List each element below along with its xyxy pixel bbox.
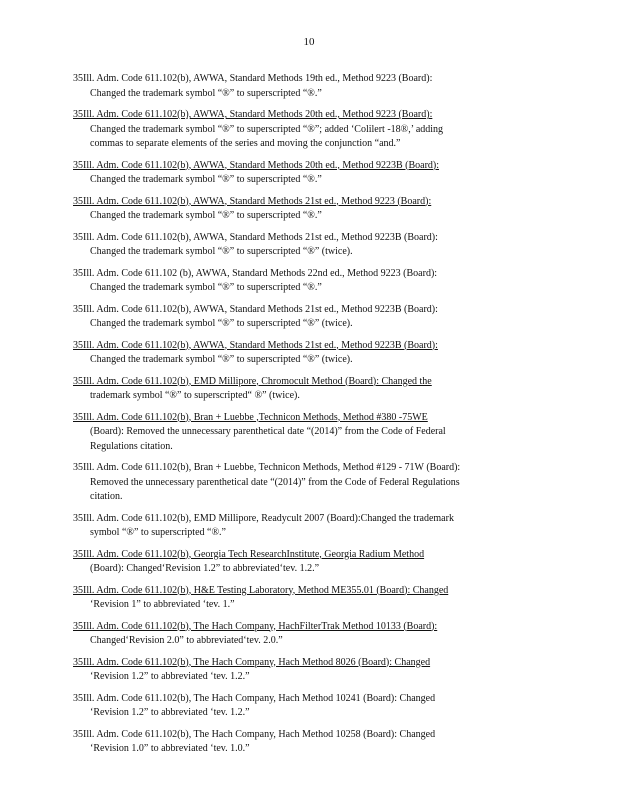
citation-line: 35Ill. Adm. Code 611.102(b), AWWA, Standard Methods 21st ed., Method 9223B (Board): (73, 231, 438, 243)
amendment-entry (73, 461, 523, 505)
change-description: Changed the trademark symbol “®” to superscripted “®”; added ‘Colilert -18®,’ adding (90, 123, 444, 135)
citation-line: 35Ill. Adm. Code 611.102(b), The Hach Company, Hach Method 8026 (Board): Changed (73, 656, 431, 668)
change-description: symbol “®” to superscripted “®.” (90, 527, 226, 538)
amendment-entry (73, 231, 523, 260)
change-description: ‘Revision 1.2” to abbreviated ‘tev. 1.2.” (90, 707, 250, 718)
change-description: Changed the trademark symbol “®” to superscripted “®.” (90, 87, 322, 99)
change-description: ‘Revision 1.0” to abbreviated ‘tev. 1.0.” (90, 743, 250, 754)
amendment-entry (73, 656, 523, 685)
change-description: Changed‘Revision 2.0” to abbreviated‘tev. 2.0.” (90, 635, 283, 646)
citation-line: 35Ill. Adm. Code 611.102(b), The Hach Company, Hach Method 10258 (Board): Changed (73, 728, 436, 740)
amendment-entry (73, 108, 523, 152)
change-description: Changed the trademark symbol “®” to superscripted “®” (twice). (90, 246, 353, 257)
amendment-list (73, 72, 523, 764)
citation-line: 35Ill. Adm. Code 611.102(b), AWWA, Standard Methods 21st ed., Method 9223B (Board): (73, 339, 438, 351)
citation-line: 35Ill. Adm. Code 611.102(b), Bran + Luebbe, Technicon Methods, Method #129 - 71W (Board): (73, 462, 461, 473)
amendment-entry (73, 72, 523, 101)
citation-line: 35Ill. Adm. Code 611.102(b), AWWA, Standard Methods 21st ed., Method 9223 (Board): (73, 195, 432, 207)
page-number: 10 (303, 36, 315, 48)
citation-line: 35Ill. Adm. Code 611.102(b), AWWA, Standard Methods 20th ed., Method 9223B (Board): (73, 159, 440, 171)
change-description: Changed the trademark symbol “®” to superscripted “®” (twice). (90, 354, 353, 365)
change-description: Changed the trademark symbol “®” to superscripted “®” (twice). (90, 318, 353, 329)
change-description: (Board): Removed the unnecessary parenthetical date “(2014)” from the Code of Federal (90, 426, 446, 437)
change-description: Regulations citation. (90, 440, 173, 452)
change-description: commas to separate elements of the series and moving the conjunction “and.” (90, 138, 401, 149)
amendment-entry (73, 375, 523, 404)
change-description: Removed the unnecessary parenthetical date “(2014)” from the Code of Federal Regulations (90, 476, 460, 488)
amendment-entry (73, 303, 523, 332)
amendment-entry (73, 195, 523, 224)
change-description: trademark symbol “®” to superscripted“ ®” (twice). (90, 390, 300, 401)
change-description: ‘Revision 1” to abbreviated ‘tev. 1.” (90, 599, 235, 610)
change-description: (Board): Changed‘Revision 1.2” to abbreviated‘tev. 1.2.” (90, 563, 320, 574)
change-description: Changed the trademark symbol “®” to superscripted “®.” (90, 282, 322, 293)
amendment-entry (73, 728, 523, 757)
citation-line: 35Ill. Adm. Code 611.102(b), The Hach Company, Hach Method 10241 (Board): Changed (73, 692, 436, 704)
citation-line: 35Ill. Adm. Code 611.102(b), H&E Testing Laboratory, Method ME355.01 (Board): Changed (73, 584, 449, 596)
citation-line: 35Ill. Adm. Code 611.102(b), EMD Millipore, Readycult 2007 (Board):Changed the trademark (73, 512, 454, 524)
amendment-entry (73, 159, 523, 188)
amendment-entry (73, 339, 523, 368)
amendment-entry (73, 620, 523, 649)
amendment-entry (73, 411, 523, 455)
amendment-entry (73, 512, 523, 541)
change-description: Changed the trademark symbol “®” to superscripted “®.” (90, 210, 322, 221)
citation-line: 35Ill. Adm. Code 611.102(b), AWWA, Standard Methods 21st ed., Method 9223B (Board): (73, 303, 438, 315)
amendment-entry (73, 692, 523, 721)
citation-line: 35Ill. Adm. Code 611.102(b), The Hach Company, HachFilterTrak Method 10133 (Board): (73, 620, 438, 632)
citation-line: 35Ill. Adm. Code 611.102(b), AWWA, Standard Methods 20th ed., Method 9223 (Board): (73, 109, 433, 120)
citation-line: 35Ill. Adm. Code 611.102(b), AWWA, Standard Methods 19th ed., Method 9223 (Board): (73, 73, 433, 84)
change-description: ‘Revision 1.2” to abbreviated ‘tev. 1.2.” (90, 671, 250, 682)
amendment-entry (73, 548, 523, 577)
change-description: citation. (90, 491, 123, 502)
citation-line: 35Ill. Adm. Code 611.102 (b), AWWA, Standard Methods 22nd ed., Method 9223 (Board): (73, 267, 438, 279)
citation-line: 35Ill. Adm. Code 611.102(b), Bran + Luebbe ,Technicon Methods, Method #380 -75WE (73, 411, 428, 423)
amendment-entry (73, 267, 523, 296)
amendment-entry (73, 584, 523, 613)
citation-line: 35Ill. Adm. Code 611.102(b), EMD Millipore, Chromocult Method (Board): Changed the (73, 375, 432, 387)
citation-line: 35Ill. Adm. Code 611.102(b), Georgia Tech ResearchInstitute, Georgia Radium Method (73, 548, 425, 560)
change-description: Changed the trademark symbol “®” to superscripted “®.” (90, 174, 322, 185)
